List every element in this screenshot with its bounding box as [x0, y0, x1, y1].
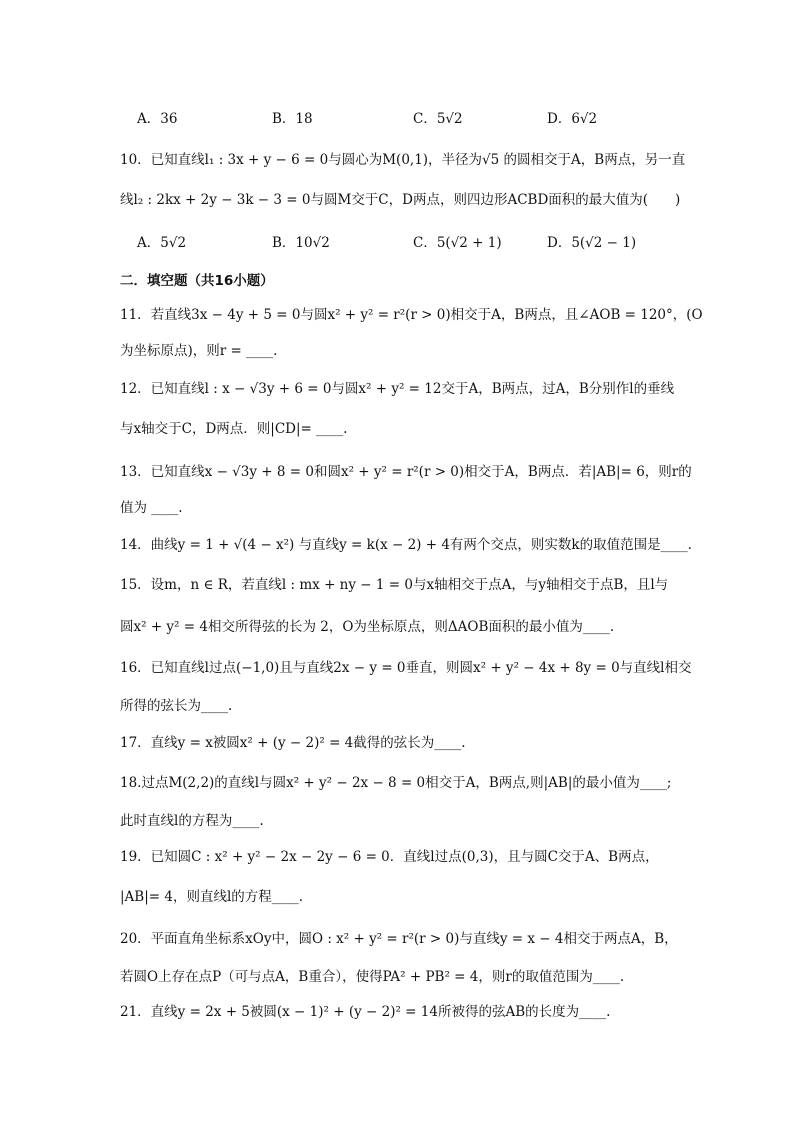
q9-option-b: B．18 [272, 111, 313, 127]
q10-option-a: A．5√2 [137, 235, 187, 251]
q19-line2: |AB|= 4，则直线l的方程____. [120, 889, 304, 905]
q15-line1: 15．设m，n ∈ R，若直线l : mx + ny − 1 = 0与x轴相交于点A，与y轴相交于点B，且l与 [120, 577, 669, 593]
q11-line1: 11．若直线3x − 4y + 5 = 0与圆x² + y² = r²(r > 0)相交于A，B两点，且∠AOB = 120°，(O [120, 307, 703, 323]
q20-line2: 若圆O上存在点P（可与点A，B重合），使得PA² + PB² = 4，则r的取值范围为____. [120, 969, 625, 985]
q10-line1: 10．已知直线l₁ : 3x + y − 6 = 0与圆心为M(0,1)，半径为√5 的圆相交于A，B两点，另一直 [120, 152, 686, 168]
q18-line2: 此时直线l的方程为____. [120, 813, 264, 829]
q9-option-d: D．6√2 [547, 111, 598, 127]
q15-line2: 圆x² + y² = 4相交所得弦的长为 2，O为坐标原点，则ΔAOB面积的最小值为____. [120, 619, 615, 635]
q9-option-c: C．5√2 [413, 111, 463, 127]
q13-line2: 值为 ____. [120, 500, 183, 516]
q21-line1: 21．直线y = 2x + 5被圆(x − 1)² + (y − 2)² = 14所被得的弦AB的长度为____. [120, 1004, 611, 1020]
q16-line2: 所得的弦长为____. [120, 698, 233, 714]
q13-line1: 13．已知直线x − √3y + 8 = 0和圆x² + y² = r²(r > 0)相交于A，B两点．若|AB|= 6，则r的 [120, 464, 692, 480]
q19-line1: 19．已知圆C : x² + y² − 2x − 2y − 6 = 0．直线l过点(0,3)，且与圆C交于A、B两点， [120, 849, 659, 865]
q10-option-b: B．10√2 [272, 235, 330, 251]
q14-line1: 14．曲线y = 1 + √(4 − x²) 与直线y = k(x − 2) + 4有两个交点，则实数k的取值范围是____. [120, 537, 692, 553]
q11-line2: 为坐标原点)，则r = ____. [120, 343, 278, 359]
q17-line1: 17．直线y = x被圆x² + (y − 2)² = 4截得的弦长为____. [120, 735, 466, 751]
q10-option-d: D．5(√2 − 1) [547, 235, 637, 251]
q20-line1: 20．平面直角坐标系xOy中，圆O : x² + y² = r²(r > 0)与直线y = x − 4相交于两点A，B， [120, 931, 678, 947]
q12-line2: 与x轴交于C，D两点．则|CD|= ____. [120, 421, 348, 437]
section-title: 二．填空题（共16小题） [120, 273, 274, 289]
q16-line1: 16．已知直线l过点(−1,0)且与直线2x − y = 0垂直，则圆x² + y² − 4x + 8y = 0与直线l相交 [120, 660, 692, 676]
q9-option-a: A．36 [137, 111, 178, 127]
q10-option-c: C．5(√2 + 1) [413, 235, 502, 251]
q18-line1: 18.过点M(2,2)的直线l与圆x² + y² − 2x − 8 = 0相交于A，B两点,则|AB|的最小值为____; [120, 775, 672, 791]
q12-line1: 12．已知直线l : x − √3y + 6 = 0与圆x² + y² = 12交于A，B两点，过A，B分别作l的垂线 [120, 381, 675, 397]
q10-line2: 线l₂ : 2kx + 2y − 3k − 3 = 0与圆M交于C，D两点，则四边形ACBD面积的最大值为( ) [120, 192, 681, 208]
